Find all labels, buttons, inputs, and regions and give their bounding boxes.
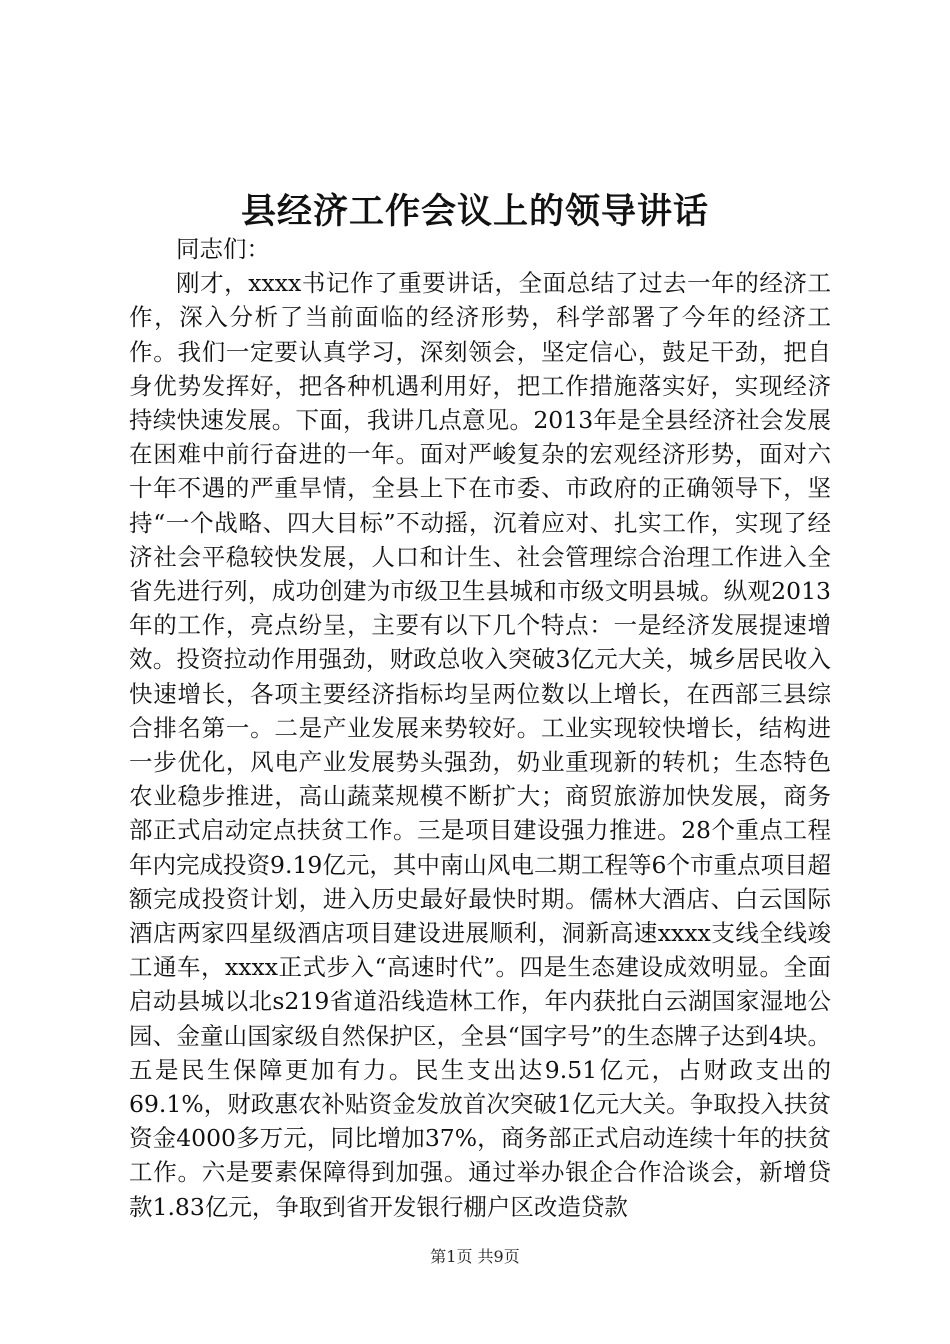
page-number-footer: 第1页 共9页 (430, 1247, 520, 1266)
document-title: 县经济工作会议上的领导讲话 (240, 191, 709, 232)
document-body (129, 232, 831, 1224)
body-paragraph: 刚才，xxxx书记作了重要讲话，全面总结了过去一年的经济工作，深入分析了当前面临的经济形势，科学部署了今年的经济工作。我们一定要认真学习，深刻领会，坚定信心，鼓足干劲，把自身优势发挥好，把各种机遇利用好，把工作措施落实好，实现经济持续快速发展。下面，我讲几点意见。2013年是全县经济社会发展在困难中前行奋进的一年。面对严峻复杂的宏观经济形势，面对六十年不遇的严重旱情，全县上下在市委、市政府的正确领导下，坚持“一个战略、四大目标”不动摇，沉着应对、扎实工作，实现了经济社会平稳较快发展，人口和计生、社会管理综合治理工作进入全省先进行列，成功创建为市级卫生县城和市级文明县城。纵观2013年的工作，亮点纷呈，主要有以下几个特点：一是经济发展提速增效。投资拉动作用强劲，财政总收入突破3亿元大关，城乡居民收入快速增长，各项主要经济指标均呈两位数以上增长，在西部三县综合排名第一。二是产业发展来势较好。工业实现较快增长，结构进一步优化，风电产业发展势头强劲，奶业重现新的转机；生态特色农业稳步推进，高山蔬菜规模不断扩大；商贸旅游加快发展，商务部正式启动定点扶贫工作。三是项目建设强力推进。28个重点工程年内完成投资9.19亿元，其中南山风电二期工程等6个市重点项目超额完成投资计划，进入历史最好最快时期。儒林大酒店、白云国际酒店两家四星级酒店项目建设进展顺利，洞新高速xxxx支线全线竣工通车，xxxx正式步入“高速时代”。四是生态建设成效明显。全面启动县城以北s219省道沿线造林工作，年内获批白云湖国家湿地公园、金童山国家级自然保护区，全县“国字号”的生态牌子达到4块。五是民生保障更加有力。民生支出达9.51亿元，占财政支出的69.1%，财政惠农补贴资金发放首次突破1亿元大关。争取投入扶贫资金4000多万元，同比增加37%，商务部正式启动连续十年的扶贫工作。六是要素保障得到加强。通过举办银企合作洽谈会，新增贷款1.83亿元，争取到省开发银行棚户区改造贷款 (129, 269, 831, 1221)
greeting-line: 同志们： (176, 235, 270, 263)
